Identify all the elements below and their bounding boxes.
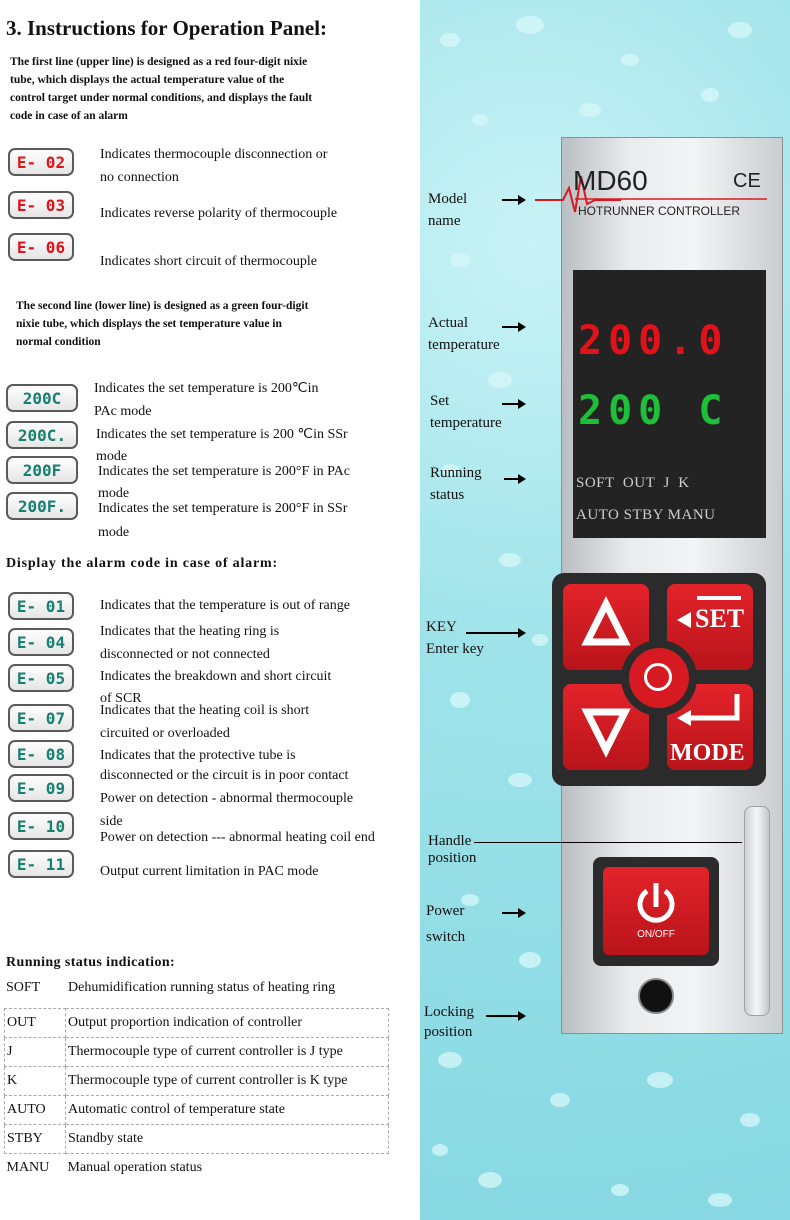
table-row: [5, 1009, 389, 1038]
alarm-code-badge: E- 01: [8, 592, 74, 620]
label-line: Handle: [428, 833, 472, 849]
label-actual-temperature: [428, 312, 500, 356]
alarm-code-badge: E- 04: [8, 628, 74, 656]
desc-line: Indicates the breakdown and short circuit: [100, 669, 332, 684]
desc-line: Power on detection - abnormal thermocouple: [100, 791, 354, 806]
power-switch[interactable]: [603, 867, 709, 955]
handle-leader-line: [474, 842, 742, 843]
table-row: [5, 1096, 389, 1125]
running-v: Thermocouple type of current controller is J type: [66, 1038, 389, 1067]
mode-key-label: MODE: [670, 740, 745, 766]
alarm-code-desc: [100, 699, 309, 745]
intro1-line: The first line (upper line) is designed as a red four-digit nixie: [10, 56, 308, 68]
desc-line: Indicates the set temperature is 200°F in PAc: [98, 464, 350, 479]
label-line: Power: [426, 903, 465, 919]
label-line: Enter key: [426, 641, 484, 657]
label-line: position: [424, 1024, 473, 1040]
actual-temp-display: 200.0: [578, 318, 729, 364]
running-v: Output proportion indication of controller: [66, 1009, 389, 1038]
table-row: [5, 1038, 389, 1067]
alarm-code-desc: Output current limitation in PAC mode: [100, 864, 319, 879]
intro-paragraph-1: [10, 53, 386, 125]
fault-code-badge: E- 02: [8, 148, 74, 176]
label-line: Model: [428, 191, 468, 207]
alarm-code-desc: [100, 746, 348, 786]
label-set-temperature: [430, 390, 502, 434]
set-mode-badge: 200C: [6, 384, 78, 412]
set-mode-desc: [94, 377, 319, 423]
running-k: K: [5, 1067, 66, 1096]
fault-code-desc: [100, 143, 327, 189]
label-line: Set: [430, 393, 450, 409]
label-running-status: [430, 462, 482, 506]
alarm-code-badge: E- 09: [8, 774, 74, 802]
table-row: [5, 1125, 389, 1154]
running-v: Dehumidification running status of heating ring: [68, 980, 336, 995]
desc-line: PAc mode: [94, 404, 152, 419]
locking-hole: [638, 978, 674, 1014]
intro2-line: The second line (lower line) is designed as a green four-digit: [16, 300, 309, 312]
intro-paragraph-2: [16, 297, 384, 351]
desc-line: Indicates the set temperature is 200°F in SSr: [98, 501, 348, 516]
model-name: MD60: [573, 165, 648, 196]
enter-circle-icon: [644, 663, 672, 691]
desc-line: Indicates thermocouple disconnection or: [100, 147, 328, 162]
desc-line: disconnected or the circuit is in poor contact: [100, 768, 349, 783]
alarm-code-desc: [100, 787, 353, 833]
running-section-title: Running status indication:: [6, 955, 176, 970]
running-v: Standby state: [66, 1125, 389, 1154]
running-k: AUTO: [5, 1096, 66, 1125]
desc-line: Indicates the set temperature is 200℃in: [94, 381, 319, 396]
alarm-code-badge: E- 11: [8, 850, 74, 878]
desc-line: no connection: [100, 170, 179, 185]
alarm-code-badge: E- 07: [8, 704, 74, 732]
desc-line: Indicates that the protective tube is: [100, 748, 296, 763]
set-key-label: SET: [695, 604, 745, 633]
label-line: KEY: [426, 619, 457, 635]
running-k: OUT: [5, 1009, 66, 1038]
desc-line: disconnected or not connected: [100, 647, 270, 662]
fault-code-badge: E- 06: [8, 233, 74, 261]
fault-code-desc: Indicates short circuit of thermocouple: [100, 254, 317, 269]
label-line: Actual: [428, 315, 468, 331]
desc-line: of SCR: [100, 691, 142, 706]
model-subtitle: HOTRUNNER CONTROLLER: [578, 204, 741, 218]
table-row: [5, 1154, 389, 1183]
label-line: name: [428, 213, 461, 229]
desc-line: mode: [96, 449, 128, 464]
running-v: Thermocouple type of current controller is K type: [66, 1067, 389, 1096]
running-k: STBY: [5, 1125, 66, 1154]
status-row-1: SOFT OUT J K: [576, 475, 690, 491]
label-power-switch: [426, 898, 465, 950]
label-line: status: [430, 487, 465, 503]
arrow-icon: [502, 403, 524, 405]
ce-mark: CE: [733, 170, 761, 192]
intro1-line: control target under normal conditions, and displays the fault: [10, 92, 313, 104]
handle[interactable]: [744, 806, 770, 1016]
desc-line: Indicates that the heating ring is: [100, 624, 280, 639]
running-status-table: [4, 1008, 389, 1182]
set-mode-badge: 200F.: [6, 492, 78, 520]
label-model-name: [428, 188, 467, 232]
intro2-line: nixie tube, which displays the set temperature value in: [16, 318, 282, 330]
set-mode-badge: 200C.: [6, 421, 78, 449]
arrow-icon: [486, 1015, 524, 1017]
alarm-section-title: Display the alarm code in case of alarm:: [6, 556, 278, 571]
running-v: Manual operation status: [67, 1160, 203, 1175]
arrow-icon: [466, 632, 524, 634]
label-line: Locking: [424, 1004, 474, 1020]
fault-code-desc: Indicates reverse polarity of thermocouple: [100, 206, 338, 221]
desc-line: Indicates the set temperature is 200 ℃in SSr: [96, 427, 348, 442]
alarm-code-desc: Power on detection --- abnormal heating coil end: [100, 830, 375, 845]
label-handle-position: [428, 830, 476, 869]
running-k: MANU: [6, 1160, 50, 1175]
alarm-code-desc: Indicates that the temperature is out of range: [100, 598, 350, 613]
running-k: SOFT: [6, 980, 41, 995]
desc-line: Indicates that the heating coil is short: [100, 703, 310, 718]
arrow-icon: [502, 326, 524, 328]
set-temp-display: 200 C: [578, 388, 729, 434]
intro1-line: code in case of an alarm: [10, 110, 128, 122]
set-mode-desc: [98, 497, 347, 545]
label-line: Running: [430, 465, 482, 481]
label-line: position: [428, 850, 477, 866]
desc-line: circuited or overloaded: [100, 726, 230, 741]
label-line: switch: [426, 929, 466, 945]
arrow-icon: [502, 912, 524, 914]
alarm-code-badge: E- 08: [8, 740, 74, 768]
label-locking-position: [424, 1002, 474, 1042]
alarm-code-badge: E- 10: [8, 812, 74, 840]
running-k: J: [5, 1038, 66, 1067]
status-row-2: AUTO STBY MANU: [576, 507, 716, 523]
set-mode-badge: 200F: [6, 456, 78, 484]
label-key: [426, 616, 484, 660]
power-icon: [603, 867, 709, 937]
desc-line: mode: [98, 525, 130, 540]
table-row: [5, 1067, 389, 1096]
arrow-icon: [504, 478, 524, 480]
alarm-code-badge: E- 05: [8, 664, 74, 692]
arrow-icon: [502, 199, 524, 201]
label-line: temperature: [430, 415, 502, 431]
intro2-line: normal condition: [16, 336, 101, 348]
running-v: Automatic control of temperature state: [66, 1096, 389, 1125]
alarm-code-desc: [100, 620, 279, 666]
fault-code-badge: E- 03: [8, 191, 74, 219]
power-switch-label: ON/OFF: [637, 929, 675, 940]
desc-line: mode: [98, 486, 130, 501]
intro1-line: tube, which displays the actual temperature value of the: [10, 74, 285, 86]
label-line: temperature: [428, 337, 500, 353]
page-title: 3. Instructions for Operation Panel:: [6, 16, 328, 40]
desc-line: side: [100, 814, 123, 829]
